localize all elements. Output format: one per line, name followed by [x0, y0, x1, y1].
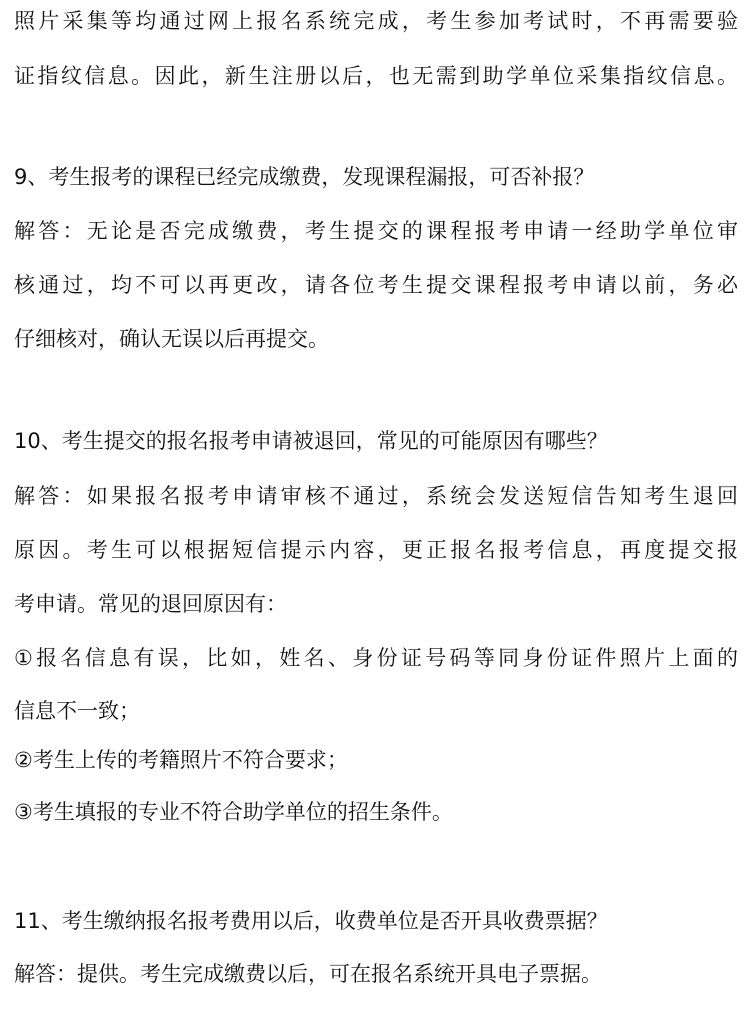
answer-line: 核通过，均不可以再更改，请各位考生提交课程报考申请以前，务必	[14, 273, 738, 297]
answer-line: 仔细核对，确认无误以后再提交。	[14, 327, 329, 351]
answer-line: 解答：如果报名报考申请审核不通过，系统会发送短信告知考生退回	[14, 484, 738, 508]
question-9-heading: 9、考生报考的课程已经完成缴费，发现课程漏报，可否补报？	[14, 165, 595, 189]
answer-line: 考申请。常见的退回原因有：	[14, 592, 287, 616]
list-item: ①报名信息有误，比如，姓名、身份证号码等同身份证件照片上面的	[14, 646, 738, 670]
list-item: ③考生填报的专业不符合助学单位的招生条件。	[14, 800, 453, 824]
answer-line: 解答：无论是否完成缴费，考生提交的课程报考申请一经助学单位审	[14, 219, 738, 243]
list-item-continuation: 信息不一致；	[14, 699, 140, 723]
question-10-heading: 10、考生提交的报名报考申请被退回，常见的可能原因有哪些？	[14, 429, 608, 453]
paragraph-line: 照片采集等均通过网上报名系统完成，考生参加考试时，不再需要验	[14, 9, 738, 33]
list-item: ②考生上传的考籍照片不符合要求；	[14, 748, 348, 772]
answer-line: 解答：提供。考生完成缴费以后，可在报名系统开具电子票据。	[14, 962, 602, 986]
question-11-heading: 11、考生缴纳报名报考费用以后，收费单位是否开具收费票据？	[14, 909, 608, 933]
answer-line: 原因。考生可以根据短信提示内容，更正报名报考信息，再度提交报	[14, 538, 738, 562]
paragraph-line: 证指纹信息。因此，新生注册以后，也无需到助学单位采集指纹信息。	[14, 64, 738, 88]
